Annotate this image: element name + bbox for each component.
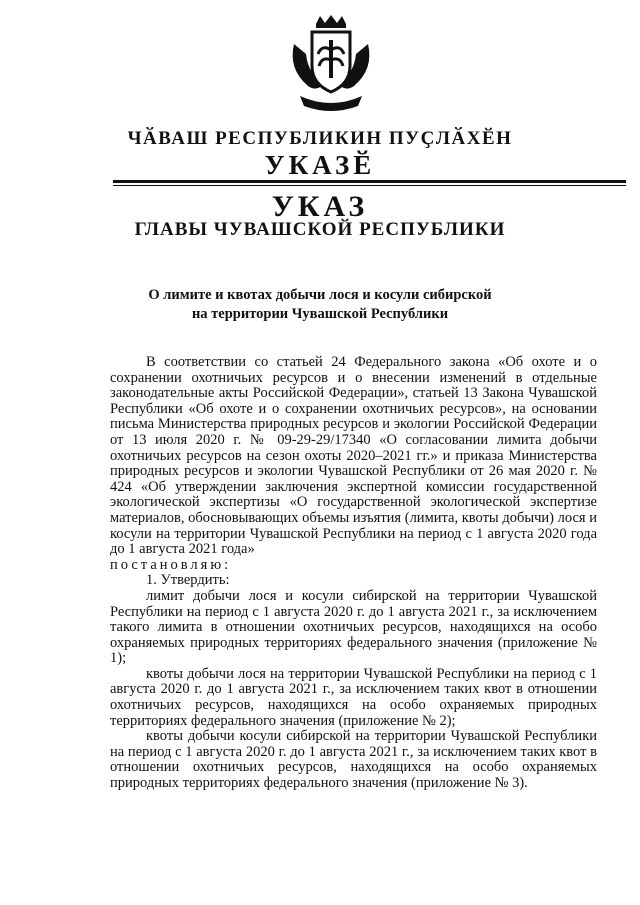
- document-title-line-1: О лимите и квотах добычи лося и косули сибирской: [148, 287, 492, 303]
- header-ukaz: УКАЗ: [271, 190, 369, 223]
- header-chuvash-line: ЧӐВАШ РЕСПУБЛИКИН ПУҪЛӐХӖН: [127, 128, 513, 149]
- decree-word: постановляю:: [110, 556, 232, 573]
- coat-of-arms-emblem: [286, 14, 376, 114]
- document-title: [110, 286, 530, 324]
- header-chuvash-ukaze: УКАЗӖ: [264, 150, 376, 180]
- header-glava-line: ГЛАВЫ ЧУВАШСКОЙ РЕСПУБЛИКИ: [134, 219, 506, 240]
- document-body: [110, 355, 597, 792]
- item-1-heading: 1. Утвердить:: [146, 572, 230, 589]
- header-divider-thick: [113, 180, 626, 183]
- preamble-paragraph: В соответствии со статьей 24 Федерального закона «Об охоте и о сохранении охотничьих ресурсов и о внесении изменений в отдельные законодательные акты Российской Федерации», статьей 13 Закона Чувашской Республики «Об охоте и о сохранении охотничьих ресурсов», на основании письма Министерства природных ресурсов и экологии Российской Федерации от 13 июля 2020 г. № 09-29-29/17340 «О согласовании лимита добычи охотничьих ресурсов на сезон охоты 2020–2021 гг.» и приказа Министерства природных ресурсов и экологии Чувашской Республики от 26 мая 2020 г. № 424 «Об утверждении заключения экспертной комиссии государственной экологической экспертизы «О государственной экологической экспертизе материалов, обосновывающих объемы изъятия (лимита, квоты добычи) лося и косули на территории Чувашской Республики на период с 1 августа 2020 года до 1 августа 2021 года»: [110, 354, 597, 558]
- document-title-line-2: на территории Чувашской Республики: [191, 306, 449, 322]
- paragraph-quota-elk: квоты добычи лося на территории Чувашской Республики на период с 1 августа 2020 г. до 1 августа 2021 г., за исключением таких квот в отношении охотничьих ресурсов, находящихся на особо охраняемых природных территориях федерального значения (приложение № 2);: [110, 665, 597, 729]
- header-divider-thin: [113, 185, 626, 186]
- paragraph-quota-roe-deer: квоты добычи косули сибирской на территории Чувашской Республики на период с 1 августа 2020 г. до 1 августа 2021 г., за исключением таких квот в отношении охотничьих ресурсов, находящихся на особо охраняемых природных территориях федерального значения (приложение № 3).: [110, 728, 597, 792]
- paragraph-limit: лимит добычи лося и косули сибирской на территории Чувашской Республики на период с 1 августа 2020 г. до 1 августа 2021 г., за исключением такого лимита в отношении охотничьих ресурсов, находящихся на особо охраняемых природных территориях федерального значения (приложение № 1);: [110, 587, 597, 667]
